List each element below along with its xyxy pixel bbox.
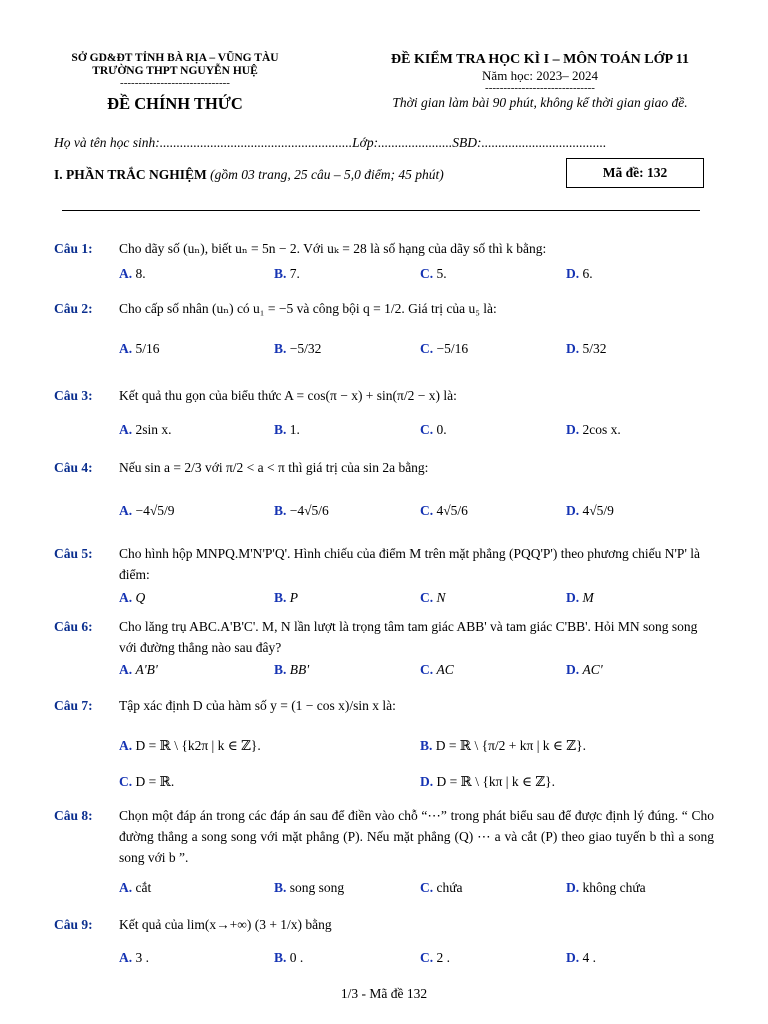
option-c: C. 0. [420,422,447,437]
option-d: D. 4 . [566,950,596,965]
question-number: Câu 2: [54,301,93,316]
question-number: Câu 3: [54,388,93,403]
option-b: B. song song [274,880,345,895]
option-c: C. D = ℝ. [119,774,175,789]
option-a: A. 5/16 [119,341,160,356]
divider: ------------------------------ [120,77,230,89]
option-d: D. 5/32 [566,341,607,356]
separator-line [62,210,700,211]
option-c: C. AC [420,662,454,677]
question-number: Câu 4: [54,460,93,475]
option-d: D. 6. [566,266,593,281]
student-info-line: Họ và tên học sinh:.........................................................Lớp:......................SBD:..................................... [54,135,607,150]
option-d: D. D = ℝ \ {kπ | k ∈ ℤ}. [420,774,556,789]
option-a: A. D = ℝ \ {k2π | k ∈ ℤ}. [119,738,261,753]
option-c: C. 5. [420,266,447,281]
question-number: Câu 7: [54,698,93,713]
question-text: Tập xác định D của hàm số y = (1 − cos x)/sin x là: [119,698,396,713]
option-d: D. 2cos x. [566,422,621,437]
option-a: A. Q [119,590,146,605]
option-b: B. 7. [274,266,300,281]
option-d: D. AC' [566,662,603,677]
option-c: C. 2 . [420,950,450,965]
option-b: B. −4√5/6 [274,503,329,518]
option-b: B. D = ℝ \ {π/2 + kπ | k ∈ ℤ}. [420,738,586,753]
question-text: Chọn một đáp án trong các đáp án sau để điền vào chỗ “⋯” trong phát biểu sau để được định lý đúng. “ Cho đường thẳng a song song với mặt phẳng (P). Nếu mặt phẳng (Q) ⋯ a và cắt (P) theo giao tuyến b thì a song song với b ”. [119,808,714,865]
school-name: TRƯỜNG THPT NGUYỄN HUỆ [92,65,258,77]
option-b: B. BB' [274,662,310,677]
option-a: A. 8. [119,266,146,281]
section-heading: I. PHẦN TRẮC NGHIỆM [54,167,207,182]
option-b: B. 1. [274,422,300,437]
department-name: SỞ GD&ĐT TỈNH BÀ RỊA – VŨNG TÀU [71,52,279,64]
option-c: C. chứa [420,880,463,895]
option-d: D. 4√5/9 [566,503,614,518]
question-text: Cho cấp số nhân (uₙ) có u₁ = −5 và công bội q = 1/2. Giá trị của u₅ là: [119,301,497,316]
exam-code-box: Mã đề: 132 [566,158,704,188]
option-a: A. cắt [119,880,152,895]
question-number: Câu 9: [54,917,93,932]
school-year: Năm học: 2023– 2024 [482,68,598,83]
question-number: Câu 5: [54,546,93,561]
time-limit: Thời gian làm bài 90 phút, không kể thời gian giao đề. [392,95,688,110]
question-text: Nếu sin a = 2/3 với π/2 < a < π thì giá trị của sin 2a bằng: [119,460,429,475]
school-header [40,52,310,114]
option-a: A. A'B' [119,662,158,677]
question-number: Câu 8: [54,808,93,823]
official-label: ĐỀ CHÍNH THỨC [107,94,243,113]
option-a: A. −4√5/9 [119,503,175,518]
option-c: C. 4√5/6 [420,503,468,518]
option-c: C. −5/16 [420,341,469,356]
question-text: Kết quả của lim(x→+∞) (3 + 1/x) bằng [119,917,332,932]
question-text: Cho hình hộp MNPQ.M'N'P'Q'. Hình chiếu của điểm M trên mặt phẳng (PQQ'P') theo phương chiếu N'P' là điểm: [119,546,700,582]
option-c: C. N [420,590,446,605]
option-b: B. −5/32 [274,341,322,356]
option-d: D. không chứa [566,880,646,895]
question-number: Câu 1: [54,241,93,256]
question-number: Câu 6: [54,619,93,634]
exam-header [330,51,750,111]
option-a: A. 2sin x. [119,422,172,437]
exam-title: ĐỀ KIỂM TRA HỌC KÌ I – MÔN TOÁN LỚP 11 [391,52,689,67]
option-b: B. P [274,590,299,605]
question-text: Cho lăng trụ ABC.A'B'C'. M, N lần lượt là trọng tâm tam giác ABB' và tam giác C'BB'. Hỏi MN song song với đường thẳng nào sau đây? [119,619,698,655]
page-footer: 1/3 - Mã đề 132 [340,986,428,1001]
divider: ------------------------------ [485,82,595,94]
option-a: A. 3 . [119,950,149,965]
question-text: Cho dãy số (uₙ), biết uₙ = 5n − 2. Với uₖ = 28 là số hạng của dãy số thì k bằng: [119,241,547,256]
option-d: D. M [566,590,594,605]
section-title [54,167,444,183]
option-b: B. 0 . [274,950,304,965]
question-text: Kết quả thu gọn của biểu thức A = cos(π − x) + sin(π/2 − x) là: [119,388,457,403]
section-detail: (gồm 03 trang, 25 câu – 5,0 điểm; 45 phút) [206,167,444,182]
